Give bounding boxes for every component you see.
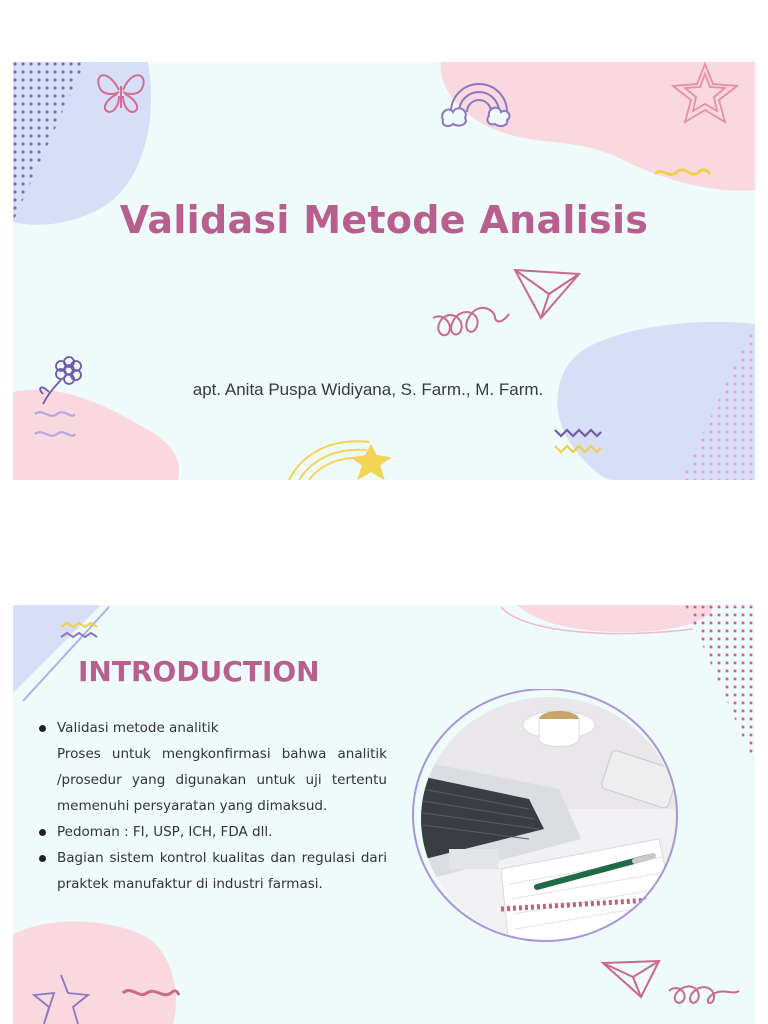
dot-pattern-right <box>685 605 755 765</box>
pink-blob-bottom-left <box>13 390 179 480</box>
list-item <box>35 845 387 897</box>
paper-plane-icon <box>603 961 659 997</box>
laptop-notebook-photo <box>409 689 681 947</box>
introduction-slide <box>13 605 755 1024</box>
bullet-icon <box>39 829 46 836</box>
pink-blob-bottom-left <box>13 922 176 1024</box>
loops-decoration <box>669 986 739 1003</box>
list-item <box>35 715 387 819</box>
title-slide <box>13 62 755 480</box>
bullet-icon <box>39 855 46 862</box>
author-name: apt. Anita Puspa Widiyana, S. Farm., M. Farm. <box>192 380 544 399</box>
bullet-heading: Bagian sistem kontrol kualitas dan regulasi dari praktek manufaktur di industri farmasi. <box>57 850 387 892</box>
paper-plane-icon <box>515 270 579 318</box>
bullet-description: Proses untuk mengkonfirmasi bahwa analitik /prosedur yang digunakan untuk uji tertentu memenuhi persyaratan yang dimaksud. <box>57 746 387 814</box>
list-item <box>35 819 387 845</box>
section-title: INTRODUCTION <box>78 655 320 688</box>
bullet-list <box>35 715 387 897</box>
slide1-decorations <box>13 62 755 480</box>
bullet-heading: Pedoman : FI, USP, ICH, FDA dll. <box>57 824 273 840</box>
shooting-star-icon <box>289 441 389 480</box>
presentation-title: Validasi Metode Analisis <box>119 198 649 242</box>
bullet-icon <box>39 725 46 732</box>
bullet-heading: Validasi metode analitik <box>57 720 219 736</box>
loops-decoration <box>433 308 509 335</box>
